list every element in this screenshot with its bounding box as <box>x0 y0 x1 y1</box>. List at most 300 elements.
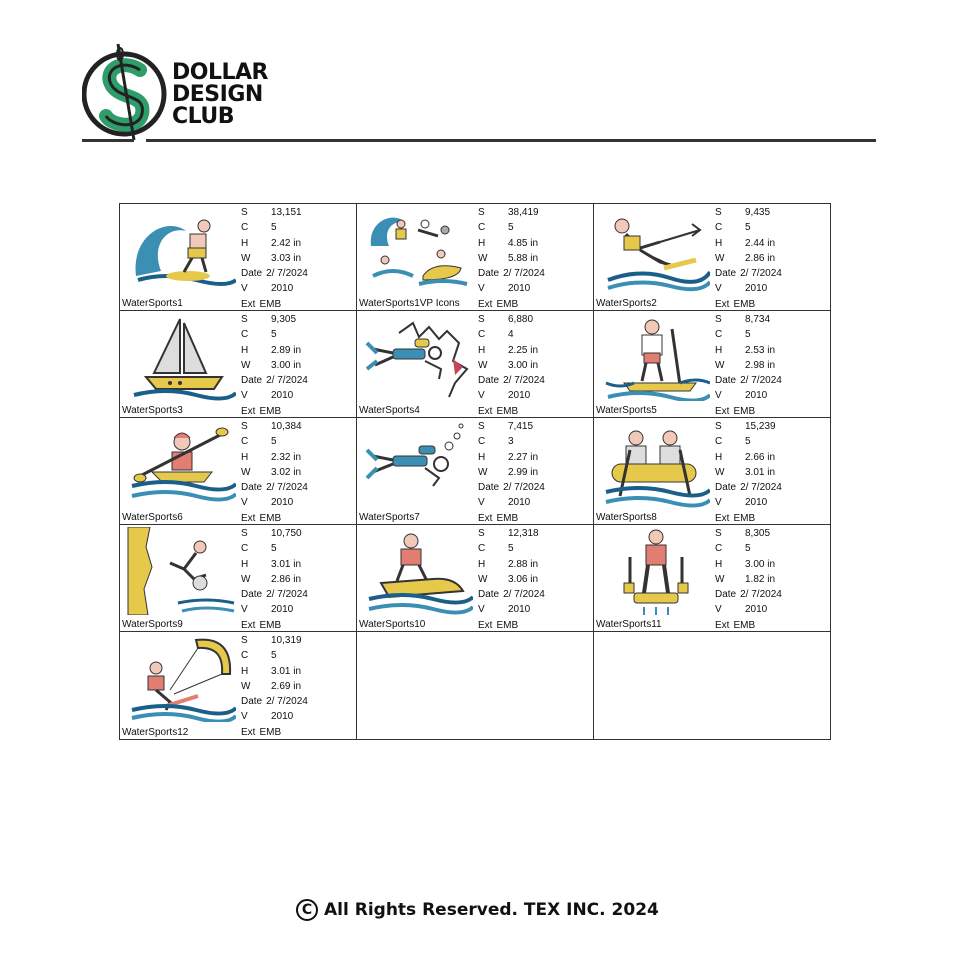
spec-label: S <box>478 421 485 432</box>
design-card <box>120 204 357 311</box>
spec-row-h <box>478 450 545 465</box>
spec-label: S <box>478 314 485 325</box>
spec-value: 5.88 in <box>508 252 539 264</box>
spec-value: 2/ 7/2024 <box>740 375 782 387</box>
surfer-wave-icon <box>126 206 236 294</box>
spec-row-h <box>478 236 545 251</box>
spec-row-v <box>715 495 782 510</box>
design-name: WaterSports10 <box>359 619 426 630</box>
spec-row-ext <box>241 297 308 311</box>
spec-label: Date <box>241 268 263 280</box>
design-specs <box>241 633 308 739</box>
spec-row-c <box>241 220 308 235</box>
spec-label: Ext <box>478 298 493 310</box>
spec-value: 2010 <box>271 283 294 295</box>
spec-row-h <box>241 664 308 679</box>
design-name: WaterSports1VP Icons <box>359 298 460 309</box>
spec-value: 5 <box>745 436 751 448</box>
spec-row-s <box>478 419 545 434</box>
spec-label: S <box>241 314 248 325</box>
spec-label: Date <box>241 375 263 387</box>
design-name: WaterSports8 <box>596 512 657 523</box>
spec-label: Date <box>241 482 263 494</box>
spec-label: Ext <box>241 512 256 524</box>
spec-value: 2.88 in <box>508 558 539 570</box>
spec-value: 2/ 7/2024 <box>740 589 782 601</box>
spec-row-ext <box>478 404 545 418</box>
design-card <box>357 418 594 525</box>
design-catalog-grid <box>119 203 831 740</box>
spec-row-h <box>715 557 782 572</box>
spec-label: H <box>241 344 249 356</box>
design-name: WaterSports2 <box>596 298 657 309</box>
header-divider-left <box>82 139 134 142</box>
jet-ski-icon <box>363 527 473 615</box>
spec-label: W <box>241 359 251 371</box>
spec-row-s <box>241 419 308 434</box>
spec-label: Ext <box>478 512 493 524</box>
spec-value: 3.01 in <box>745 466 776 478</box>
spec-value: 2.66 in <box>745 451 776 463</box>
spec-row-w <box>241 572 308 587</box>
design-name: WaterSports5 <box>596 405 657 416</box>
spec-row-date <box>478 587 545 602</box>
spec-row-h <box>715 450 782 465</box>
copyright-footer <box>296 899 659 921</box>
design-specs <box>241 205 308 311</box>
spec-value: 2010 <box>745 497 768 509</box>
spec-label: Ext <box>715 512 730 524</box>
spec-label: Ext <box>241 619 256 631</box>
spec-row-ext <box>241 618 308 632</box>
spec-row-c <box>478 220 545 235</box>
spec-value: 3 <box>508 436 514 448</box>
spec-value: 2.98 in <box>745 359 776 371</box>
cliff-diver-icon <box>126 527 236 615</box>
spec-label: S <box>715 528 722 539</box>
spec-value: 2010 <box>745 390 768 402</box>
design-card <box>594 525 830 632</box>
spec-value: EMB <box>259 298 282 310</box>
spec-label: C <box>715 436 723 448</box>
spec-label: W <box>241 573 251 585</box>
spec-label: C <box>241 650 249 662</box>
spec-label: C <box>715 329 723 341</box>
design-name: WaterSports3 <box>122 405 183 416</box>
spec-label: Date <box>478 589 500 601</box>
spec-label: Ext <box>241 726 256 738</box>
spec-row-s <box>241 633 308 648</box>
spec-value: 2.86 in <box>271 573 302 585</box>
design-card <box>594 311 830 418</box>
spec-value: 2.25 in <box>508 344 539 356</box>
spec-row-s <box>715 526 782 541</box>
copyright-icon: C <box>296 899 318 921</box>
spec-value: 2.44 in <box>745 237 776 249</box>
spec-value: 2.89 in <box>271 344 302 356</box>
spec-label: S <box>478 528 485 539</box>
spec-row-v <box>241 495 308 510</box>
design-specs <box>478 312 545 418</box>
spec-value: 6,880 <box>508 314 534 325</box>
spec-label: S <box>715 207 722 218</box>
spec-row-w <box>715 358 782 373</box>
spec-label: S <box>715 314 722 325</box>
spec-value: 2/ 7/2024 <box>266 482 308 494</box>
design-card <box>594 418 830 525</box>
spec-row-v <box>241 281 308 296</box>
spec-row-c <box>241 648 308 663</box>
spec-row-w <box>478 465 545 480</box>
copyright-text: All Rights Reserved. TEX INC. 2024 <box>324 900 659 920</box>
design-card <box>120 311 357 418</box>
spec-value: 3.00 in <box>745 558 776 570</box>
design-specs <box>478 526 545 632</box>
spec-row-v <box>478 281 545 296</box>
spec-label: S <box>478 207 485 218</box>
spec-label: W <box>478 466 488 478</box>
spec-value: EMB <box>259 619 282 631</box>
design-specs <box>241 312 308 418</box>
spec-label: W <box>478 359 488 371</box>
spec-value: 2/ 7/2024 <box>266 589 308 601</box>
design-name: WaterSports6 <box>122 512 183 523</box>
spec-value: 1.82 in <box>745 573 776 585</box>
design-name: WaterSports9 <box>122 619 183 630</box>
spec-label: Date <box>478 482 500 494</box>
design-card <box>594 204 830 311</box>
spec-label: Ext <box>241 298 256 310</box>
spec-value: 8,305 <box>745 528 771 539</box>
design-name: WaterSports4 <box>359 405 420 416</box>
spec-row-date <box>478 480 545 495</box>
spec-value: 2/ 7/2024 <box>266 375 308 387</box>
spec-label: H <box>478 451 486 463</box>
spec-label: C <box>241 329 249 341</box>
spec-row-c <box>241 541 308 556</box>
spec-value: 2.42 in <box>271 237 302 249</box>
design-specs <box>715 526 782 632</box>
design-specs <box>715 205 782 311</box>
spec-value: 12,318 <box>508 528 539 539</box>
spec-value: 2/ 7/2024 <box>503 482 545 494</box>
spec-label: C <box>241 222 249 234</box>
spec-row-c <box>241 434 308 449</box>
rafting-icon <box>600 420 710 508</box>
spec-row-h <box>241 557 308 572</box>
spec-label: V <box>715 604 722 616</box>
kayaker-icon <box>126 420 236 508</box>
spec-value: EMB <box>259 726 282 738</box>
spec-row-ext <box>715 404 782 418</box>
spec-value: 5 <box>745 329 751 341</box>
spec-row-h <box>715 343 782 358</box>
paddleboarder-icon <box>600 313 710 401</box>
spec-row-date <box>478 373 545 388</box>
spec-label: S <box>241 635 248 646</box>
spec-label: W <box>715 359 725 371</box>
spec-label: V <box>478 390 485 402</box>
spec-value: 10,384 <box>271 421 302 432</box>
spec-row-date <box>715 587 782 602</box>
spec-value: 2/ 7/2024 <box>503 375 545 387</box>
design-specs <box>478 419 545 525</box>
spec-value: 5 <box>271 543 277 555</box>
spec-label: W <box>478 252 488 264</box>
spec-row-date <box>241 587 308 602</box>
design-card <box>357 204 594 311</box>
spec-label: Date <box>715 268 737 280</box>
spec-value: 2010 <box>271 390 294 402</box>
spec-value: 3.03 in <box>271 252 302 264</box>
spec-row-w <box>241 465 308 480</box>
spec-value: 2.99 in <box>508 466 539 478</box>
spec-value: 38,419 <box>508 207 539 218</box>
spec-label: C <box>241 436 249 448</box>
spec-row-w <box>478 358 545 373</box>
spec-value: 2010 <box>271 497 294 509</box>
spec-value: 3.06 in <box>508 573 539 585</box>
spec-label: H <box>478 558 486 570</box>
spec-row-v <box>715 602 782 617</box>
spec-value: 5 <box>271 329 277 341</box>
spec-row-s <box>478 526 545 541</box>
spec-value: 2.69 in <box>271 680 302 692</box>
spec-label: H <box>241 237 249 249</box>
spec-value: 2010 <box>508 283 531 295</box>
spec-label: V <box>715 497 722 509</box>
spec-row-v <box>478 495 545 510</box>
spec-row-h <box>478 557 545 572</box>
spec-label: W <box>241 466 251 478</box>
spec-value: 2/ 7/2024 <box>740 268 782 280</box>
spec-label: C <box>715 222 723 234</box>
spec-label: C <box>478 543 486 555</box>
brand-line-1: DOLLAR <box>172 60 268 85</box>
spec-value: 5 <box>745 543 751 555</box>
spec-row-s <box>715 419 782 434</box>
spec-value: EMB <box>496 619 519 631</box>
spec-row-w <box>715 572 782 587</box>
spec-row-s <box>478 205 545 220</box>
spec-value: 2/ 7/2024 <box>503 589 545 601</box>
header-divider-right <box>146 139 876 142</box>
spec-value: 10,750 <box>271 528 302 539</box>
spec-value: 3.01 in <box>271 665 302 677</box>
spec-label: Ext <box>478 619 493 631</box>
spec-row-ext <box>478 297 545 311</box>
spec-label: Date <box>715 375 737 387</box>
spec-row-h <box>715 236 782 251</box>
spec-row-s <box>478 312 545 327</box>
spec-value: 2010 <box>508 604 531 616</box>
spec-label: V <box>715 390 722 402</box>
spec-label: H <box>715 451 723 463</box>
spec-label: Ext <box>715 298 730 310</box>
spec-value: 2.32 in <box>271 451 302 463</box>
spec-row-date <box>241 266 308 281</box>
spec-label: W <box>241 252 251 264</box>
spec-label: H <box>241 558 249 570</box>
spec-row-date <box>478 266 545 281</box>
spec-label: V <box>241 711 248 723</box>
spec-value: 8,734 <box>745 314 771 325</box>
water-skier-icon <box>600 206 710 294</box>
spec-label: W <box>241 680 251 692</box>
spec-row-date <box>241 373 308 388</box>
spec-value: EMB <box>733 512 756 524</box>
spec-label: V <box>241 497 248 509</box>
spec-row-v <box>715 388 782 403</box>
spec-value: 10,319 <box>271 635 302 646</box>
spec-row-ext <box>478 618 545 632</box>
scuba-diver-cave-icon <box>363 313 473 401</box>
spec-label: S <box>241 421 248 432</box>
spec-label: V <box>478 497 485 509</box>
spec-row-date <box>715 480 782 495</box>
spec-row-v <box>241 602 308 617</box>
spec-label: V <box>715 283 722 295</box>
spec-label: H <box>715 237 723 249</box>
spec-value: 3.00 in <box>271 359 302 371</box>
spec-label: Ext <box>715 619 730 631</box>
spec-label: Date <box>478 375 500 387</box>
spec-label: S <box>715 421 722 432</box>
spec-label: H <box>715 558 723 570</box>
design-name: WaterSports1 <box>122 298 183 309</box>
spec-label: V <box>478 604 485 616</box>
spec-row-h <box>241 236 308 251</box>
spec-row-c <box>478 434 545 449</box>
spec-label: C <box>478 436 486 448</box>
water-sports-collection-icon <box>363 206 473 294</box>
spec-value: 2010 <box>271 604 294 616</box>
sailboat-icon <box>126 313 236 401</box>
spec-row-ext <box>715 511 782 525</box>
design-name: WaterSports12 <box>122 727 189 738</box>
design-specs <box>478 205 545 311</box>
scuba-diver-bubbles-icon <box>363 420 473 508</box>
spec-row-c <box>715 220 782 235</box>
spec-value: 2010 <box>745 283 768 295</box>
spec-value: 2/ 7/2024 <box>740 482 782 494</box>
design-card <box>120 418 357 525</box>
design-specs <box>241 526 308 632</box>
spec-row-s <box>241 312 308 327</box>
spec-row-w <box>241 358 308 373</box>
spec-row-s <box>715 312 782 327</box>
spec-label: V <box>241 390 248 402</box>
design-card <box>120 525 357 632</box>
spec-label: H <box>241 451 249 463</box>
empty-cell <box>594 632 830 739</box>
spec-row-c <box>478 541 545 556</box>
flyboarder-icon <box>600 527 710 615</box>
spec-label: Date <box>478 268 500 280</box>
empty-cell <box>357 632 594 739</box>
spec-row-v <box>715 281 782 296</box>
spec-row-c <box>715 541 782 556</box>
spec-label: H <box>241 665 249 677</box>
spec-label: Date <box>715 589 737 601</box>
spec-label: C <box>241 543 249 555</box>
spec-label: H <box>478 237 486 249</box>
spec-label: C <box>478 329 486 341</box>
spec-label: W <box>715 252 725 264</box>
spec-row-v <box>478 388 545 403</box>
spec-value: 2/ 7/2024 <box>266 696 308 708</box>
spec-value: 5 <box>508 543 514 555</box>
spec-value: 2010 <box>745 604 768 616</box>
spec-value: 2.86 in <box>745 252 776 264</box>
design-name: WaterSports11 <box>596 619 662 630</box>
spec-value: 2.27 in <box>508 451 539 463</box>
spec-value: EMB <box>259 512 282 524</box>
spec-label: V <box>241 283 248 295</box>
spec-value: 7,415 <box>508 421 534 432</box>
design-specs <box>241 419 308 525</box>
spec-label: Ext <box>715 405 730 417</box>
spec-value: 3.00 in <box>508 359 539 371</box>
spec-value: 9,435 <box>745 207 771 218</box>
spec-row-date <box>715 266 782 281</box>
spec-row-w <box>241 679 308 694</box>
spec-value: 2010 <box>508 497 531 509</box>
spec-value: 2010 <box>271 711 294 723</box>
brand-line-2: DESIGN <box>172 82 263 107</box>
spec-row-s <box>715 205 782 220</box>
spec-label: V <box>478 283 485 295</box>
spec-row-ext <box>715 297 782 311</box>
spec-label: S <box>241 207 248 218</box>
spec-label: Ext <box>478 405 493 417</box>
design-specs <box>715 419 782 525</box>
spec-row-c <box>715 327 782 342</box>
spec-label: W <box>715 573 725 585</box>
spec-label: S <box>241 528 248 539</box>
spec-row-w <box>478 251 545 266</box>
spec-value: 3.01 in <box>271 558 302 570</box>
spec-label: Ext <box>241 405 256 417</box>
spec-row-ext <box>478 511 545 525</box>
spec-label: Date <box>715 482 737 494</box>
spec-label: Date <box>241 589 263 601</box>
spec-label: W <box>478 573 488 585</box>
spec-row-v <box>241 388 308 403</box>
spec-row-c <box>241 327 308 342</box>
spec-label: H <box>478 344 486 356</box>
design-card <box>357 525 594 632</box>
spec-label: Date <box>241 696 263 708</box>
brand-line-3: CLUB <box>172 104 235 129</box>
spec-row-h <box>241 450 308 465</box>
spec-label: W <box>715 466 725 478</box>
spec-row-w <box>715 251 782 266</box>
spec-row-v <box>241 709 308 724</box>
spec-value: 15,239 <box>745 421 776 432</box>
spec-row-h <box>478 343 545 358</box>
spec-row-w <box>715 465 782 480</box>
spec-value: 5 <box>271 222 277 234</box>
spec-value: 4 <box>508 329 514 341</box>
spec-value: 5 <box>745 222 751 234</box>
spec-value: EMB <box>733 405 756 417</box>
spec-value: 5 <box>271 650 277 662</box>
spec-label: C <box>715 543 723 555</box>
spec-row-h <box>241 343 308 358</box>
spec-value: 2010 <box>508 390 531 402</box>
spec-value: EMB <box>496 512 519 524</box>
